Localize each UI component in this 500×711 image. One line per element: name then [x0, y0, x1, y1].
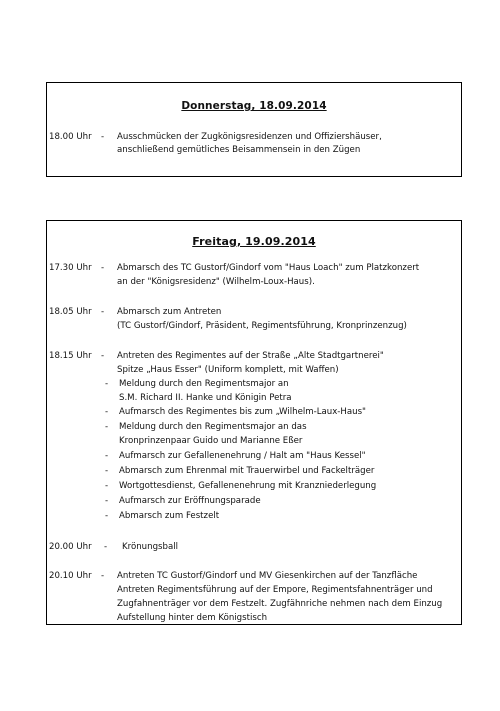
entry-line: Abmarsch zum Antreten [117, 307, 222, 317]
entry-line: Antreten des Regimentes auf der Straße „Alte Stadtgartnerei" [117, 351, 384, 361]
subitem-line: Meldung durch den Regimentsmajor an [119, 379, 289, 389]
subitem-dash: - [105, 481, 109, 491]
entry-line: (TC Gustorf/Gindorf, Präsident, Regimentsführung, Kronprinzenzug) [117, 321, 407, 331]
subitem-dash: - [105, 451, 109, 461]
subitem-line: Aufmarsch des Regimentes bis zum „Wilhelm-Laux-Haus" [119, 407, 367, 417]
subitem-dash: - [105, 466, 109, 476]
day-title: Donnerstag, 18.09.2014 [181, 100, 327, 112]
day-title: Freitag, 19.09.2014 [192, 235, 316, 248]
subitem-dash: - [105, 379, 109, 389]
entry-line: Abmarsch des TC Gustorf/Gindorf vom "Haus Loach" zum Platzkonzert [117, 263, 420, 273]
entry-time: 20.00 Uhr [49, 542, 92, 552]
subitem-line: Aufmarsch zur Eröffnungsparade [119, 496, 261, 506]
day-block-thursday [46, 82, 462, 177]
subitem-line: Wortgottesdienst, Gefallenenehrung mit Kranzniederlegung [119, 481, 377, 491]
subitem-dash: - [105, 496, 109, 506]
entry-line: Ausschmücken der Zugkönigsresidenzen und Offiziershäuser, [117, 132, 382, 142]
entry-time: 18.00 Uhr [49, 132, 92, 142]
entry-line: Antreten TC Gustorf/Gindorf und MV Giesenkirchen auf der Tanzfläche [117, 571, 418, 581]
entry-dash: - [101, 351, 105, 361]
entry-line: anschließend gemütliches Beisammensein in den Zügen [117, 145, 361, 155]
entry-time: 18.05 Uhr [49, 307, 92, 317]
entry-line: Antreten Regimentsführung auf der Empore, Regimentsfahnenträger und [117, 585, 433, 595]
entry-dash: - [101, 132, 105, 142]
entry-line: Aufstellung hinter dem Königstisch [117, 613, 268, 623]
subitem-line: Abmarsch zum Festzelt [119, 511, 220, 521]
entry-line: Spitze „Haus Esser" (Uniform komplett, mit Waffen) [117, 365, 339, 375]
entry-dash: - [101, 263, 105, 273]
entry-dash: - [104, 542, 108, 552]
subitem-dash: - [105, 422, 109, 432]
entry-line: Krönungsball [122, 542, 179, 552]
day-block-friday [46, 220, 462, 625]
subitem-dash: - [105, 407, 109, 417]
subitem-line: S.M. Richard II. Hanke und Königin Petra [119, 393, 292, 403]
entry-dash: - [101, 571, 105, 581]
entry-time: 20.10 Uhr [49, 571, 92, 581]
entry-time: 17.30 Uhr [49, 263, 92, 273]
subitem-dash: - [105, 511, 109, 521]
subitem-line: Kronprinzenpaar Guido und Marianne Eßer [119, 436, 303, 446]
subitem-line: Abmarsch zum Ehrenmal mit Trauerwirbel und Fackelträger [119, 466, 375, 476]
entry-line: an der "Königsresidenz" (Wilhelm-Loux-Haus). [117, 277, 315, 287]
entry-dash: - [101, 307, 105, 317]
entry-line: Zugfahnenträger vor dem Festzelt. Zugfähnriche nehmen nach dem Einzug [117, 599, 443, 609]
subitem-line: Aufmarsch zur Gefallenenehrung / Halt am "Haus Kessel" [119, 451, 366, 461]
entry-time: 18.15 Uhr [49, 351, 92, 361]
subitem-line: Meldung durch den Regimentsmajor an das [119, 422, 307, 432]
